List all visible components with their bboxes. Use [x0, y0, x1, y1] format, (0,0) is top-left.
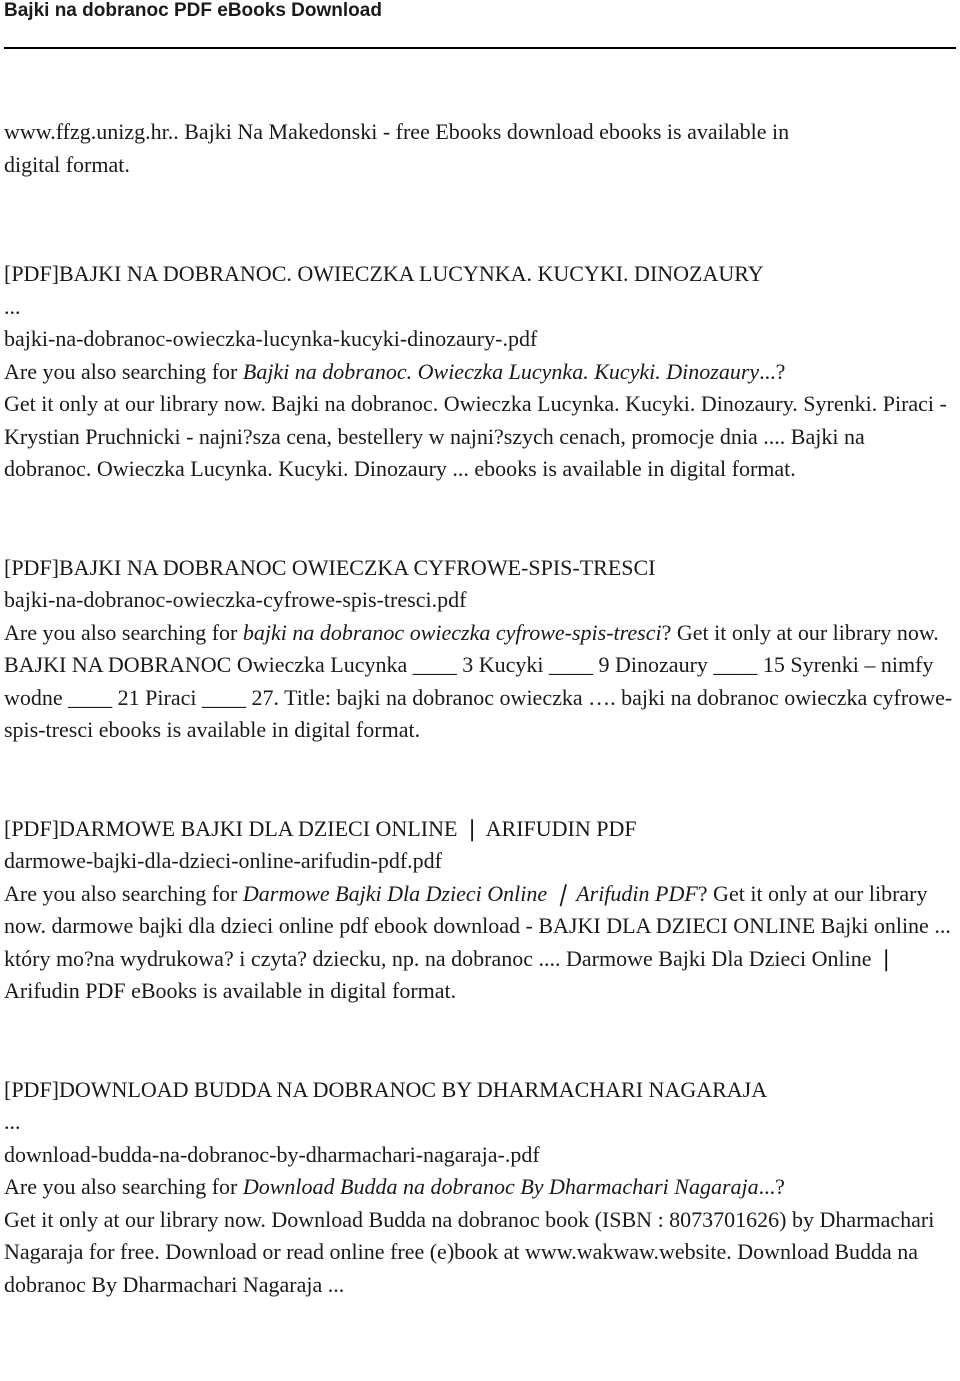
entry-3-heading[interactable]: [PDF]DARMOWE BAJKI DLA DZIECI ONLINE ❘ ARIFUDIN PDF	[4, 815, 637, 841]
entry-4-heading[interactable]: [PDF]DOWNLOAD BUDDA NA DOBRANOC BY DHARMACHARI NAGARAJA	[4, 1076, 768, 1102]
entry-4-heading-cont: ...	[4, 1109, 21, 1134]
entry-2-search-suffix: ? Get it only at our library now. BAJKI NA DOBRANOC Owieczka Lucynka ____ 3 Kucyki ____ 9 Dinozaury ____ 15 Syrenki – nimfy wodne ____ 21 Piraci ____ 27. Title: bajki na dobranoc owieczka …. bajki na dobranoc owieczka cyfrowe-spis-tresci ebooks is available in digital format.	[4, 619, 953, 742]
document-body	[4, 116, 956, 1301]
entry-3-search-suffix: ? Get it only at our library now. darmowe bajki dla dzieci online pdf ebook download - BAJKI DLA DZIECI ONLINE Bajki online ... który mo?na wydrukowa? i czyta? dziecku, np. na dobranoc .... Darmowe Bajki Dla Dzieci Online ❘ Arifudin PDF eBooks is available in digital format.	[4, 880, 951, 1003]
entry-4-search-suffix: ...?	[758, 1174, 785, 1199]
entry-1-body: Get it only at our library now. Bajki na dobranoc. Owieczka Lucynka. Kucyki. Dinozaury. Syrenki. Piraci - Krystian Pruchnicki - najni?sza cena, bestellery w najni?szych cenach, promocje dnia .... Bajki na dobranoc. Owieczka Lucynka. Kucyki. Dinozaury ... ebooks is available in digital format.	[4, 391, 947, 481]
entry-2-filename: bajki-na-dobranoc-owieczka-cyfrowe-spis-tresci.pdf	[4, 587, 467, 612]
entry-1-search-title: Bajki na dobranoc. Owieczka Lucynka. Kucyki. Dinozaury	[242, 358, 760, 384]
entry-1-search-prefix: Are you also searching for	[4, 358, 243, 384]
page-header	[4, 0, 956, 22]
entry-2-search-prefix: Are you also searching for	[4, 619, 243, 645]
entry-4-filename: download-budda-na-dobranoc-by-dharmachari-nagaraja-.pdf	[4, 1141, 540, 1167]
entry-1	[4, 258, 956, 486]
intro-text-1: www.ffzg.unizg.hr.. Bajki Na Makedonski - free Ebooks download ebooks is available in	[4, 119, 790, 144]
entry-2	[4, 552, 956, 747]
entry-3-search-prefix: Are you also searching for	[4, 880, 243, 906]
entry-3-filename: darmowe-bajki-dla-dzieci-online-arifudin-pdf.pdf	[4, 848, 442, 873]
entry-4-body: Get it only at our library now. Download Budda na dobranoc book (ISBN : 8073701626) by Dharmachari Nagaraja for free. Download or read online free (e)book at www.wakwaw.website. Download Budda na dobranoc By Dharmachari Nagaraja ...	[4, 1206, 935, 1297]
entry-3-search-title: Darmowe Bajki Dla Dzieci Online ❘ Arifudin PDF	[242, 880, 698, 906]
entry-1-heading-cont: ...	[4, 293, 21, 319]
entry-4-search-prefix: Are you also searching for	[4, 1174, 243, 1199]
entry-1-filename: bajki-na-dobranoc-owieczka-lucynka-kucyki-dinozaury-.pdf	[4, 326, 538, 351]
entry-1-search-suffix: ...?	[759, 358, 786, 384]
intro-text-2: digital format.	[4, 151, 130, 177]
page-title: Bajki na dobranoc PDF eBooks Download	[4, 0, 382, 21]
entry-4-search-title: Download Budda na dobranoc By Dharmachari Nagaraja	[242, 1174, 759, 1199]
entry-1-heading[interactable]: [PDF]BAJKI NA DOBRANOC. OWIECZKA LUCYNKA. KUCYKI. DINOZAURY	[4, 261, 764, 286]
header-divider	[4, 47, 956, 49]
entry-4	[4, 1074, 956, 1302]
entry-2-search-title: bajki na dobranoc owieczka cyfrowe-spis-tresci	[242, 619, 662, 645]
entry-3	[4, 813, 956, 1008]
entry-2-heading[interactable]: [PDF]BAJKI NA DOBRANOC OWIECZKA CYFROWE-SPIS-TRESCI	[4, 554, 656, 580]
intro-paragraph	[4, 116, 956, 181]
